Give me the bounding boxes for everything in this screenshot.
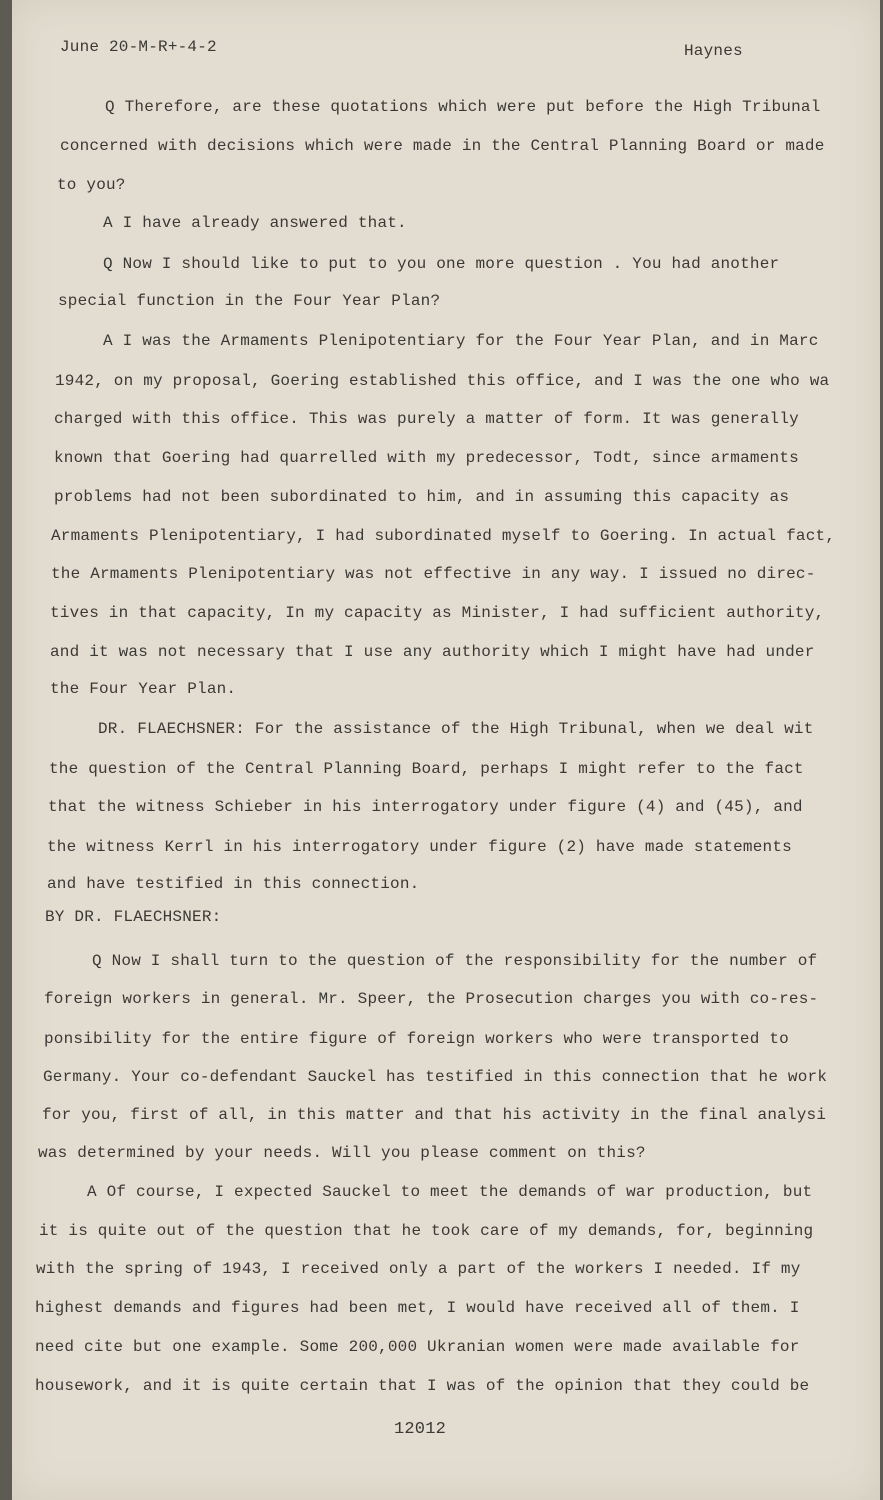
- text-line: DR. FLAECHSNER: For the assistance of the High Tribunal, when we deal wit: [98, 720, 814, 738]
- text-line: the Four Year Plan.: [50, 680, 237, 698]
- header-stenographer: Haynes: [684, 42, 743, 60]
- text-line: problems had not been subordinated to him, and in assuming this capacity as: [54, 488, 790, 506]
- text-line: known that Goering had quarrelled with my predecessor, Todt, since armaments: [54, 449, 799, 467]
- text-line: A I have already answered that.: [103, 214, 407, 232]
- text-line: it is quite out of the question that he took care of my demands, for, beginning: [39, 1222, 814, 1240]
- text-line: with the spring of 1943, I received only a part of the workers I needed. If my: [36, 1260, 801, 1278]
- text-line: Q Now I shall turn to the question of the responsibility for the number of: [92, 952, 818, 970]
- text-line: the Armaments Plenipotentiary was not effective in any way. I issued no direc-: [51, 565, 816, 583]
- text-line: that the witness Schieber in his interrogatory under figure (4) and (45), and: [48, 798, 803, 816]
- document-page: [12, 0, 880, 1500]
- text-line: to you?: [57, 176, 126, 194]
- text-line: tives in that capacity, In my capacity as Minister, I had sufficient authority,: [50, 604, 825, 622]
- text-line: concerned with decisions which were made in the Central Planning Board or made: [60, 137, 825, 155]
- text-line: Q Therefore, are these quotations which were put before the High Tribunal: [105, 98, 821, 116]
- text-line: was determined by your needs. Will you please comment on this?: [38, 1144, 646, 1162]
- text-line: charged with this office. This was purely a matter of form. It was generally: [54, 410, 799, 428]
- text-line: Germany. Your co-defendant Sauckel has testified in this connection that he work: [43, 1068, 828, 1086]
- text-line: need cite but one example. Some 200,000 Ukranian women were made available for: [35, 1338, 800, 1356]
- text-line: highest demands and figures had been met, I would have received all of them. I: [35, 1299, 800, 1317]
- text-line: special function in the Four Year Plan?: [58, 292, 441, 310]
- text-line: housework, and it is quite certain that I was of the opinion that they could be: [35, 1377, 810, 1395]
- text-line: for you, first of all, in this matter and that his activity in the final analysi: [42, 1106, 827, 1124]
- page-number: 12012: [394, 1420, 447, 1439]
- text-line: the witness Kerrl in his interrogatory under figure (2) have made statements: [47, 838, 792, 856]
- text-line: and have testified in this connection.: [47, 875, 420, 893]
- text-line: Q Now I should like to put to you one more question . You had another: [103, 255, 780, 273]
- text-line: 1942, on my proposal, Goering established this office, and I was the one who wa: [55, 372, 830, 390]
- text-line: BY DR. FLAECHSNER:: [45, 908, 222, 926]
- header-reference: June 20-M-R+-4-2: [60, 38, 217, 56]
- text-line: A Of course, I expected Sauckel to meet the demands of war production, but: [87, 1183, 813, 1201]
- text-line: foreign workers in general. Mr. Speer, the Prosecution charges you with co-res-: [44, 990, 819, 1008]
- text-line: A I was the Armaments Plenipotentiary for the Four Year Plan, and in Marc: [103, 332, 819, 350]
- text-line: ponsibility for the entire figure of foreign workers who were transported to: [44, 1030, 789, 1048]
- text-line: the question of the Central Planning Board, perhaps I might refer to the fact: [49, 760, 804, 778]
- text-line: Armaments Plenipotentiary, I had subordinated myself to Goering. In actual fact,: [51, 527, 836, 545]
- text-line: and it was not necessary that I use any authority which I might have had under: [50, 643, 815, 661]
